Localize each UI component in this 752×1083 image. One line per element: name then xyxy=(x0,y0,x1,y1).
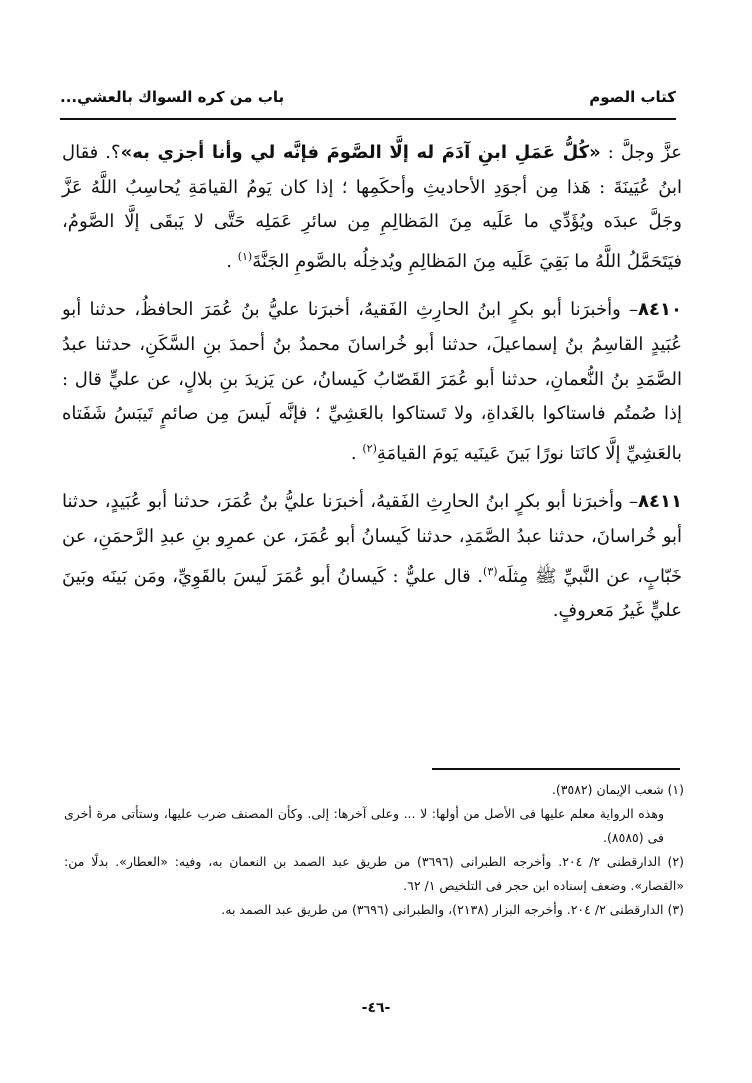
hadith-text: – وأخبرَنا أبو بكرٍ ابنُ الحارِثِ الفَقيهُ، أخبرَنا عليُّ بنُ عُمَرَ، حدثنا أبو عُبَيدٍ، حدثنا أبو خُراسانَ، حدثنا عبدُ الصَّمَدِ، حدثنا كَيسانُ أبو عُمَرَ، عن عمرِو بنِ عبدِ الرَّحمَنِ، عن خَبّابٍ، عن النَّبيِّ ﷺ مِثلَه xyxy=(62,491,682,587)
hadith-text: – وأخبرَنا أبو بكرٍ ابنُ الحارِثِ الفَقيهُ، أخبرَنا عليُّ بنُ عُمَرَ الحافظُ، حدثنا أبو عُبَيدٍ القاسِمُ بنُ إسماعيلَ، حدثنا أبو خُراسانَ محمدُ بنُ أحمدَ بنِ السَّكَنِ، حدثنا عبدُ الصَّمَدِ بنُ النُّعمانِ، حدثنا أبو عُمَرَ القَصّابُ كَيسانُ، عن يَزيدَ بنِ بلالٍ، عن عليٍّ قال : إذا صُمتُم فاستاكوا بالغَداةِ، ولا تَستاكوا بالعَشِيِّ ؛ فإنَّه لَيسَ مِن صائمٍ تَيبَسُ شَفَتاه بالعَشِيِّ إلَّا كانَتا نورًا بَينَ عَينَيه يَومَ القيامَةِ xyxy=(62,299,682,464)
footnote-1-note: وهذه الرواية معلم عليها فى الأصل من أولها: لا ... وعلى آخرها: إلى. وكأن المصنف ضرب عليها، وستأتى مرة أخرى فى (٨٥٨٥). xyxy=(64,806,664,845)
hadith-number: ٨٤١١ xyxy=(638,491,682,513)
chapter-title: باب من كره السواك بالعشي... xyxy=(60,88,285,106)
text-segment: . قال عليٌّ : كَيسانُ أبو عُمَرَ لَيسَ بالقَوِيِّ، ومَن بَينَه وبَينَ عليٍّ غَيرُ مَعروفٍ. xyxy=(62,565,682,622)
footnote-ref-1[interactable]: (١) xyxy=(237,249,253,263)
footnote-3: (٣) الدارقطنى ٢/ ٢٠٤. وأخرجه البزار (٢١٣٨)، والطبرانى (٣٦٩٦) من طريق عبد الصمد به. xyxy=(221,902,684,917)
footnote-ref-3[interactable]: (٣) xyxy=(483,564,498,578)
text-segment: . xyxy=(226,250,238,272)
main-text xyxy=(62,136,682,629)
hadith-8410 xyxy=(62,293,682,471)
text-segment: ؟. فقال ابنُ عُيَينَةَ : هَذا مِن أجوَدِ الأحاديثِ وأحكَمِها ؛ إذا كان يَومُ القيامَةِ يُحاسِبُ اللَّهُ عَزَّ وجَلَّ عبدَه ويُؤَدِّي ما عَلَيه مِنَ المَظالِمِ مِن سائرِ عَمَلِه حَتَّى لا يَبقَى إلَّا الصَّومُ، فيَتَحَمَّلُ اللَّهُ ما بَقِيَ عَلَيه مِنَ المَظالِمِ ويُدخِلُه بالصَّومِ الجَنَّةَ xyxy=(62,142,682,272)
running-header xyxy=(60,84,676,120)
book-title: كتاب الصوم xyxy=(589,88,676,106)
footnote-divider xyxy=(432,768,680,770)
footnote-1: (١) شعب الإيمان (٣٥٨٢). xyxy=(551,782,684,797)
text-segment: عزَّ وجلَّ : xyxy=(600,142,682,163)
hadith-quote: «كُلُّ عَمَلِ ابنِ آدَمَ له إلَّا الصَّومَ فإنَّه لي وأنا أجزي به» xyxy=(120,142,601,163)
page-number: -٤٦- xyxy=(361,1000,391,1016)
footnotes xyxy=(64,778,684,922)
hadith-8411 xyxy=(62,485,682,628)
footnote-2: (٢) الدارقطنى ٢/ ٢٠٤. وأخرجه الطبرانى (٣٦٩٦) من طريق عبد الصمد بن النعمان به، وفيه: «العطار». بدلًا من: «القصار». وضعف إسناده ابن حجر فى التلخيص ١/ ٦٢. xyxy=(64,854,684,893)
paragraph-continuation xyxy=(62,136,682,279)
hadith-number: ٨٤١٠ xyxy=(638,299,682,321)
text-segment: . xyxy=(350,442,363,464)
footnote-ref-2[interactable]: (٢) xyxy=(362,441,377,455)
